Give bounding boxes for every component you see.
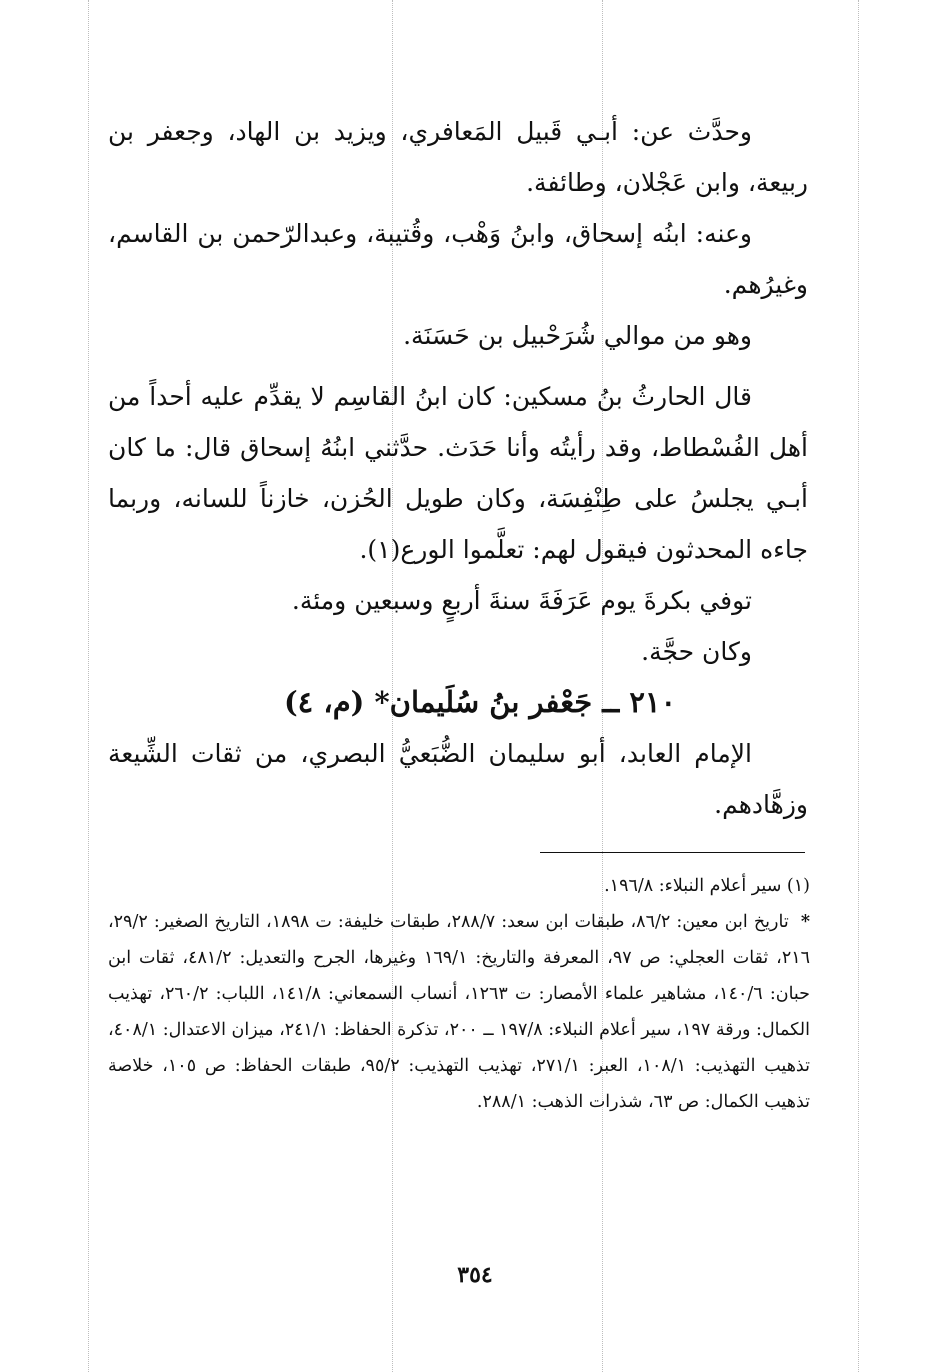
footnote-1: (١) سير أعلام النبلاء: ١٩٦/٨. xyxy=(604,876,810,896)
page-number: ٣٥٤ xyxy=(457,1262,493,1288)
paragraph-patron: وهو من موالي شُرَحْبيل بن حَسَنَة. xyxy=(403,321,752,350)
scan-artifact-line xyxy=(858,0,859,1372)
footnotes xyxy=(108,868,810,1120)
paragraph-death: توفي بكرةَ يوم عَرَفَةَ سنةَ أربعٍ وسبعين ومئة. xyxy=(291,586,752,615)
paragraph-narrators-from: وحدَّث عن: أبـي قَبيل المَعافري، ويزيد بن الهاد، وجعفر بن ربيعة، وابن عَجْلان، وطائفة. xyxy=(108,117,808,197)
footnote-sources xyxy=(108,904,810,1120)
entry-text xyxy=(108,728,808,830)
paragraph-entry-intro: الإمام العابد، أبو سليمان الضُّبَعيُّ البصري، من ثقات الشِّيعة وزهَّادهم. xyxy=(108,739,808,819)
footnote-divider xyxy=(540,852,805,853)
paragraph-proof: وكان حجَّة. xyxy=(641,637,752,666)
paragraph-narrators-to: وعنه: ابنُه إسحاق، وابنُ وَهْب، وقُتيبة، وعبدالرّحمن بن القاسم، وغيرُهم. xyxy=(108,219,808,299)
paragraph-quote: قال الحارثُ بنُ مسكين: كان ابنُ القاسِم لا يقدِّم عليه أحداً من أهل الفُسْطاط، وقد رأيتُه وأنا حَدَث. حدَّثني ابنُهُ إسحاق قال: ما كان أبـي يجلسُ على طِنْفِسَة، وكان طويل الحُزن، خازناً للسانه، وربما جاءه المحدثون فيقول لهم: تعلَّموا الورع(١). xyxy=(108,382,808,564)
asterisk-mark: * xyxy=(800,912,810,932)
entry-heading: ٢١٠ ــ جَعْفر بنُ سُلَيمان* (م، ٤) xyxy=(283,685,677,719)
footnote-sources-text: تاريخ ابن معين: ٨٦/٢، طبقات ابن سعد: ٢٨٨/٧، طبقات خليفة: ت ١٨٩٨، التاريخ الصغير: ٢٩/٢، ٢١٦، ثقات العجلي: ص ٩٧، المعرفة والتاريخ: ١٦٩/١ وغيرها، الجرح والتعديل: ٤٨١/٢، ثقات ابن حبان: ١٤٠/٦، مشاهير علماء الأمصار: ت ١٢٦٣، أنساب السمعاني: ١٤١/٨، اللباب: ٢٦٠/٢، تهذيب الكمال: ورقة ١٩٧، سير أعلام النبلاء: ١٩٧/٨ ــ ٢٠٠، تذكرة الحفاظ: ٢٤١/١، ميزان الاعتدال: ٤٠٨/١، تذهيب التهذيب: ١٠٨/١، العبر: ٢٧١/١، تهذيب التهذيب: ٩٥/٢، طبقات الحفاظ: ص ١٠٥، خلاصة تذهيب الكمال: ص ٦٣، شذرات الذهب: ٢٨٨/١. xyxy=(108,912,811,1112)
body-text xyxy=(108,106,808,677)
scan-artifact-line xyxy=(88,0,89,1372)
